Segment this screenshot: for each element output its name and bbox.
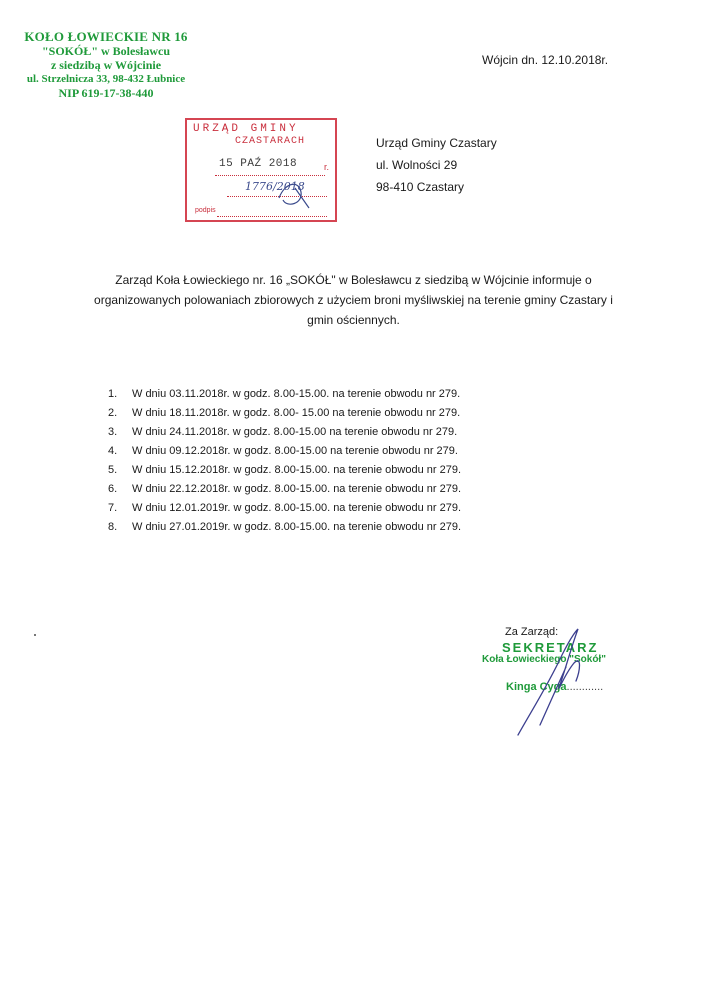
list-item: 3. W dniu 24.11.2018r. w godz. 8.00-15.00 na terenie obwodu nr 279. <box>108 426 458 438</box>
received-stamp-handwritten-number: 1776/2018 <box>245 180 305 193</box>
club-nip: NIP 619-17-38-440 <box>58 86 154 100</box>
list-item: 2. W dniu 18.11.2018r. w godz. 8.00- 15.00 na terenie obwodu nr 279. <box>108 407 461 419</box>
handwritten-signature <box>470 615 620 745</box>
announcement-text: Zarząd Koła Łowieckiego nr. 16 „SOKÓŁ" w Bolesławcu z siedzibą w Wójcinie informuje o organizowanych polowaniach zbiorowych z użyciem broni myśliwskiej na terenie gminy Czastary i gmin ościennych. <box>94 273 613 327</box>
recipient-address <box>376 132 497 198</box>
hunting-dates-list <box>108 385 461 537</box>
signature-label: Za Zarząd: <box>505 626 559 638</box>
secretary-name: Kinga Cyga <box>506 681 567 693</box>
list-item: 4. W dniu 09.12.2018r. w godz. 8.00-15.00 na terenie obwodu nr 279. <box>108 445 458 457</box>
received-stamp-office: URZĄD GMINY <box>193 123 299 135</box>
signature-dots: ............ <box>566 681 604 693</box>
club-seat: z siedzibą w Wójcinie <box>50 58 162 72</box>
received-stamp-small-label: podpis <box>195 207 216 214</box>
list-item: 6. W dniu 22.12.2018r. w godz. 8.00-15.00. na terenie obwodu nr 279. <box>108 483 462 495</box>
received-stamp <box>185 118 337 222</box>
received-stamp-dotted-line <box>217 216 327 217</box>
secretary-stamp-org: Koła Łowieckiego "Sokół" <box>482 654 606 665</box>
recipient-street: ul. Wolności 29 <box>376 158 458 172</box>
scan-artifact <box>34 634 36 636</box>
list-item: 7. W dniu 12.01.2019r. w godz. 8.00-15.00. na terenie obwodu nr 279. <box>108 502 462 514</box>
secretary-stamp-title: SEKRETARZ <box>502 640 599 655</box>
recipient-name: Urząd Gminy Czastary <box>376 136 497 150</box>
recipient-city: 98-410 Czastary <box>376 180 465 194</box>
document-date: Wójcin dn. 12.10.2018r. <box>482 53 609 67</box>
club-header-stamp <box>22 30 190 100</box>
club-nickname: "SOKÓŁ" w Bolesławcu <box>41 44 170 58</box>
club-name: KOŁO ŁOWIECKIE NR 16 <box>24 29 188 44</box>
received-stamp-date: 15 PAŹ 2018 <box>219 158 298 170</box>
club-address: ul. Strzelnicza 33, 98-432 Łubnice <box>26 73 186 85</box>
received-stamp-location: CZASTARACH <box>235 136 306 147</box>
list-item: 5. W dniu 15.12.2018r. w godz. 8.00-15.00. na terenie obwodu nr 279. <box>108 464 462 476</box>
list-item: 8. W dniu 27.01.2019r. w godz. 8.00-15.00. na terenie obwodu nr 279. <box>108 521 462 533</box>
received-stamp-dotted-line <box>215 175 325 176</box>
received-stamp-suffix: r. <box>323 162 329 172</box>
list-item: 1. W dniu 03.11.2018r. w godz. 8.00-15.00. na terenie obwodu nr 279. <box>108 388 461 400</box>
received-stamp-scribble <box>275 178 315 212</box>
